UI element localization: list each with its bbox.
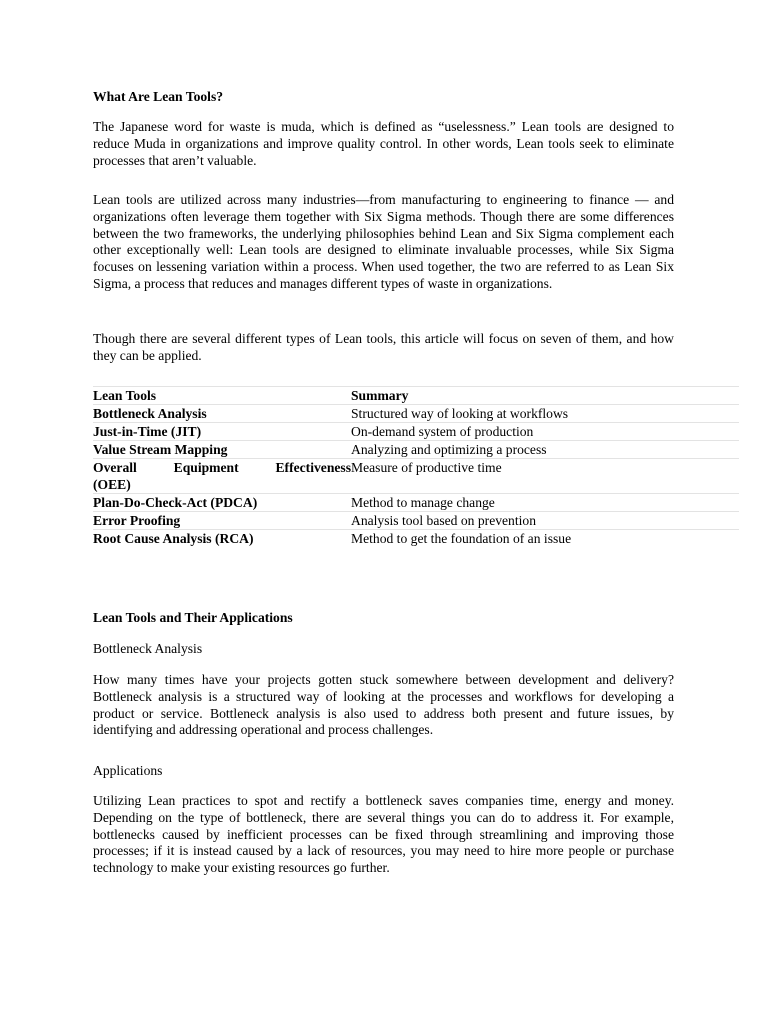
table-cell-tool — [93, 459, 351, 494]
table-row — [93, 441, 739, 459]
table-header-row — [93, 387, 739, 405]
table-cell-summary: Method to get the foundation of an issue — [351, 531, 572, 546]
table-cell-tool: Bottleneck Analysis — [93, 405, 351, 423]
section-title-what-are-lean-tools: What Are Lean Tools? — [93, 89, 224, 104]
paragraph-seven-tools: Though there are several different types of Lean tools, this article will focus on seven of them, and how they can be applied. — [93, 331, 674, 363]
paragraph-lean-six-sigma: Lean tools are utilized across many industries—from manufacturing to engineering to finance — and organizations often leverage them together with Six Sigma methods. Though there are some differences between the two frameworks, the underlying philosophies behind Lean and Six Sigma complement each other exceptionally well: Lean tools are designed to eliminate invaluable processes, while Six Sigma focuses on lessening variation within a process. When used together, the two are referred to as Lean Six Sigma, a process that reduces and manages different types of waste in organizations. — [93, 192, 674, 291]
table-cell-tool-line1: Overall Equipment Effectiveness — [93, 460, 351, 475]
table-cell-tool: Plan-Do-Check-Act (PDCA) — [93, 494, 351, 512]
section-title-applications: Lean Tools and Their Applications — [93, 610, 293, 625]
table-cell-summary: Measure of productive time — [351, 459, 739, 494]
table-cell-tool: Error Proofing — [93, 512, 351, 530]
lean-tools-table — [93, 386, 739, 547]
table-cell-summary: Analysis tool based on prevention — [351, 512, 739, 530]
table-row — [93, 494, 739, 512]
table-cell-tool: Just-in-Time (JIT) — [93, 423, 351, 441]
subheading-bottleneck-analysis: Bottleneck Analysis — [93, 641, 203, 656]
table-header-lean-tools: Lean Tools — [93, 387, 351, 405]
table-header-summary: Summary — [351, 387, 739, 405]
subheading-applications: Applications — [93, 763, 163, 778]
paragraph-bottleneck-analysis: How many times have your projects gotten stuck somewhere between development and delivery? Bottleneck analysis is a structured way of looking at the processes and workflows for developing a product or service. Bottleneck analysis is also used to address both present and future issues, by identifying and addressing operational and process challenges. — [93, 672, 674, 738]
paragraph-muda-definition: The Japanese word for waste is muda, which is defined as “uselessness.” Lean tools are designed to reduce Muda in organizations and improve quality control. In other words, Lean tools seek to eliminate processes that aren’t valuable. — [93, 119, 674, 168]
table-cell-tool-line2: (OEE) — [93, 477, 131, 492]
table-cell-summary: Structured way of looking at workflows — [351, 405, 739, 423]
table-row — [93, 530, 739, 548]
table-cell-tool: Root Cause Analysis (RCA) — [93, 531, 254, 546]
paragraph-applications: Utilizing Lean practices to spot and rectify a bottleneck saves companies time, energy and money. Depending on the type of bottleneck, there are several things you can do to address it. For example, bottlenecks caused by inefficient processes can be fixed through streamlining and improving those processes; if it is instead caused by a lack of resources, you may need to hire more people or purchase technology to make your existing resources go further. — [93, 793, 674, 876]
table-cell-summary: Method to manage change — [351, 494, 739, 512]
table-row — [93, 459, 739, 494]
table-cell-summary: Analyzing and optimizing a process — [351, 441, 739, 459]
table-cell-summary: On-demand system of production — [351, 423, 739, 441]
table-row — [93, 423, 739, 441]
table-row — [93, 405, 739, 423]
table-cell-tool: Value Stream Mapping — [93, 441, 351, 459]
table-row — [93, 512, 739, 530]
